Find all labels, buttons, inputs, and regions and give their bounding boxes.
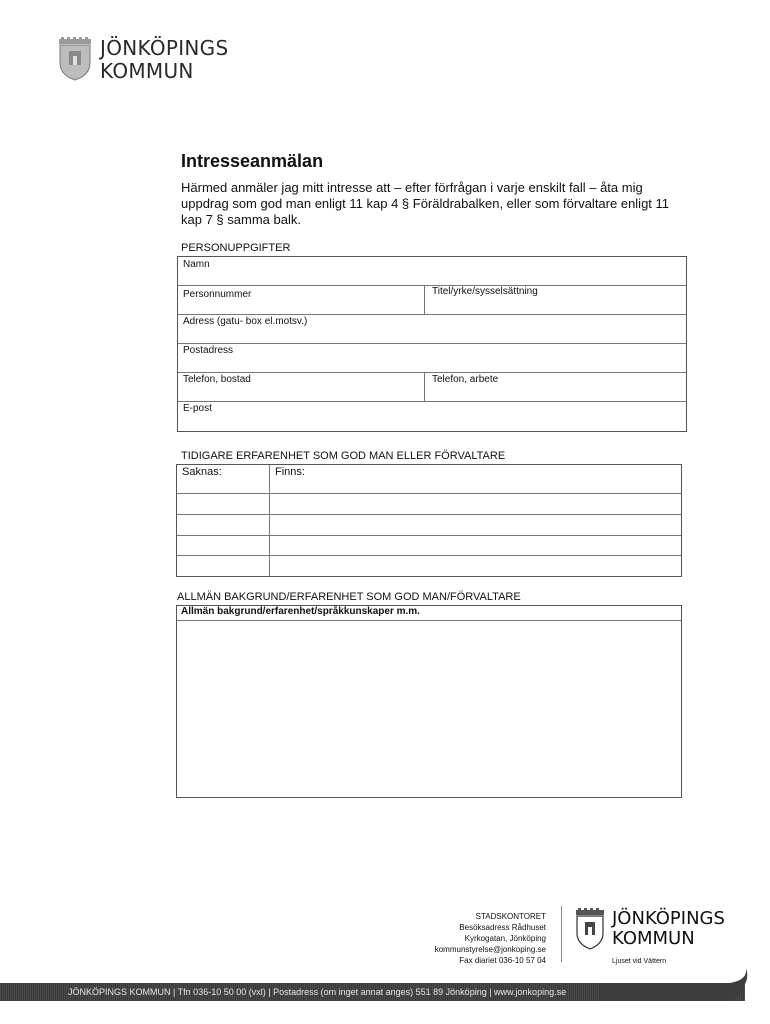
- municipality-crest-icon: [57, 37, 93, 81]
- label-telefon-arbete: Telefon, arbete: [432, 374, 499, 385]
- background-box[interactable]: [176, 605, 682, 798]
- footer-tagline: Ljuset vid Vättern: [612, 958, 667, 965]
- label-adress: Adress (gatu- box el.motsv.): [183, 316, 308, 327]
- header-logo-text: [100, 37, 228, 83]
- address-office: STADSKONTORET: [475, 912, 546, 921]
- personal-info-grid: [177, 256, 687, 432]
- experience-table: [176, 464, 682, 577]
- address-email[interactable]: kommunstyrelse@jonkoping.se: [434, 945, 546, 954]
- background-box-title: Allmän bakgrund/erfarenhet/språkkunskaper m.m.: [181, 606, 420, 617]
- row-personnummer: [178, 286, 686, 315]
- header-logo-line1: JÖNKÖPINGS: [100, 36, 229, 60]
- label-titel: Titel/yrke/sysselsättning: [432, 286, 538, 297]
- col-finns: Finns:: [275, 466, 305, 478]
- footer-crest-icon: [575, 908, 605, 950]
- form-intro: Härmed anmäler jag mitt intresse att – efter förfrågan i varje enskilt fall – åta mig uppdrag som god man enligt 11 kap 4 § Föräldrabalken, eller som förvaltare enligt 11 kap 7 § samma balk.: [181, 180, 670, 227]
- label-epost: E-post: [183, 403, 212, 414]
- header-logo-line2: KOMMUN: [100, 59, 194, 83]
- row-namn[interactable]: [178, 257, 686, 286]
- form-title: Intresseanmälan: [181, 151, 324, 171]
- col-saknas: Saknas:: [182, 466, 222, 478]
- row-epost[interactable]: [178, 402, 686, 430]
- divider-personnummer: [424, 286, 425, 315]
- table-row[interactable]: [177, 556, 681, 576]
- address-street: Kyrkogatan, Jönköping: [464, 934, 546, 943]
- experience-heading: TIDIGARE ERFARENHET SOM GOD MAN ELLER FÖRVALTARE: [181, 450, 506, 462]
- footer-logo-line2: KOMMUN: [612, 928, 695, 949]
- table-row[interactable]: [177, 536, 681, 556]
- table-row[interactable]: [177, 494, 681, 515]
- address-fax: Fax diariet 036-10 57 04: [459, 956, 546, 965]
- footer-bar-text: JÖNKÖPINGS KOMMUN | Tfn 036-10 50 00 (vxl) | Postadress (om inget annat anges) 551 89 Jönköping | www.jonkoping.se: [68, 987, 567, 997]
- footer-logo-text: [612, 909, 725, 949]
- divider-telefon: [424, 373, 425, 402]
- label-personnummer: Personnummer: [183, 289, 252, 300]
- row-adress[interactable]: [178, 315, 686, 344]
- label-postadress: Postadress: [183, 345, 234, 356]
- row-telefon: [178, 373, 686, 402]
- experience-column-divider: [269, 465, 270, 576]
- row-postadress[interactable]: [178, 344, 686, 373]
- experience-header-row: [177, 465, 681, 494]
- table-row[interactable]: [177, 515, 681, 536]
- background-box-header: [177, 606, 681, 621]
- address-visit: Besöksadress Rådhuset: [459, 923, 546, 932]
- footer-separator: [561, 906, 562, 962]
- label-telefon-bostad: Telefon, bostad: [183, 374, 251, 385]
- background-heading: ALLMÄN BAKGRUND/ERFARENHET SOM GOD MAN/FÖRVALTARE: [177, 591, 521, 603]
- personal-heading: PERSONUPPGIFTER: [181, 242, 291, 254]
- footer-address: [390, 911, 546, 966]
- label-namn: Namn: [183, 259, 210, 270]
- footer-logo-line1: JÖNKÖPINGS: [612, 908, 725, 929]
- footer-bar-swoosh: [600, 964, 750, 1004]
